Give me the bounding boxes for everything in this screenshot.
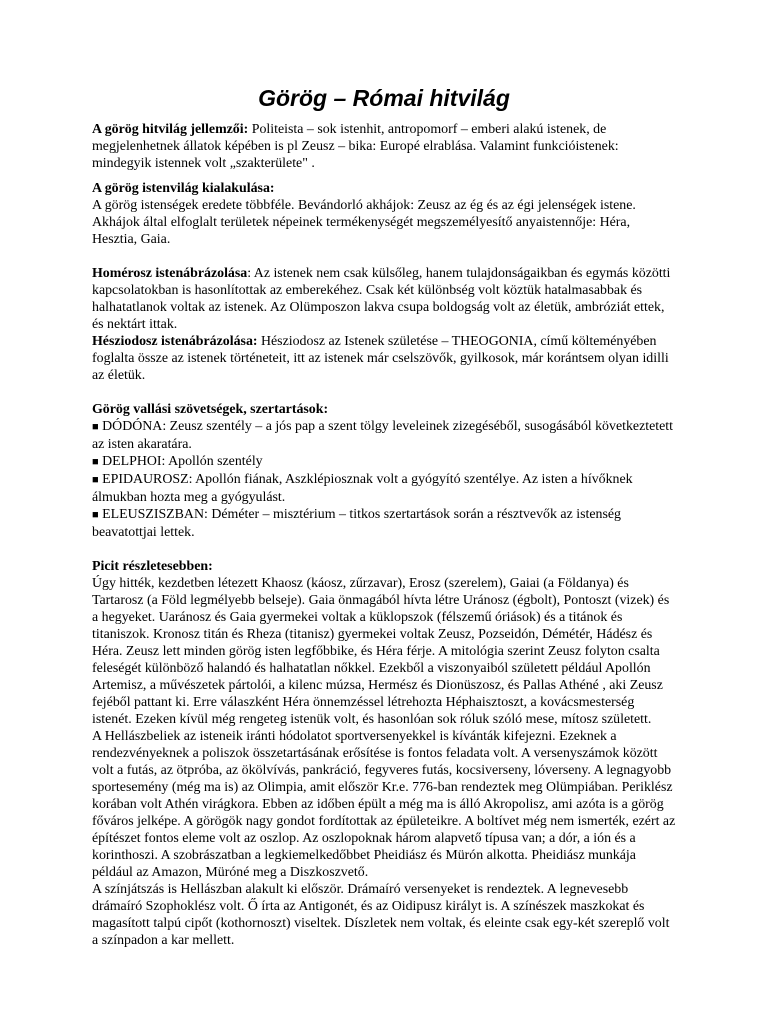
paragraph-characteristics (92, 121, 676, 172)
heading-origins-text: A görög istenvilág kialakulása: (92, 181, 275, 196)
paragraph-origins: A görög istenségek eredete többféle. Bevándorló akhájok: Zeusz az ég és az égi jelenségek istene. Akhájok által elfoglalt területek népeinek termékenységét megszemélyesítő anyaistennője: Héra, Hesztia, Gaia. (92, 198, 636, 247)
square-bullet-icon: ■ (92, 421, 99, 433)
paragraph-hesiod (92, 333, 676, 384)
label-characteristics: A görög hitvilág jellemzői: (92, 122, 249, 137)
text-homer: : Az istenek nem csak külsőleg, hanem tulajdonságaikban és egymás közötti kapcsolatokban is hasonlítottak az emberekéhez. Csak két különbség volt köztük hatalmasabbak és halhatatlanok voltak az istenek. Az Olümposzon lakva csupa boldogság volt az életük, ambróziát ettek, és nektárt ittak. (92, 266, 671, 332)
heading-details (92, 558, 676, 575)
list-item-text: EPIDAUROSZ: Apollón fiának, Aszklépiosznak volt a gyógyító szentélye. Az isten a hívőknek álmukban hozta meg a gyógyulást. (92, 472, 633, 505)
text-characteristics: Politeista – sok istenhit, antropomorf – emberi alakú istenek, de megjelenhetnek állatok képében is pl Zeusz – bika: Europé elrablása. Valamint funkcióistenek: mindegyik istennek volt „szakterülete" . (92, 122, 619, 171)
square-bullet-icon: ■ (92, 474, 99, 486)
list-item-text: DELPHOI: Apollón szentély (98, 454, 263, 469)
list-item (92, 453, 676, 471)
document-body (92, 121, 676, 949)
label-homer: Homérosz istenábrázolása (92, 266, 248, 281)
square-bullet-icon: ■ (92, 456, 99, 468)
list-item (92, 471, 676, 506)
label-hesiod: Hésziodosz istenábrázolása: (92, 334, 258, 349)
paragraph-details-theatre: A színjátszás is Hellászban alakult ki először. Drámaíró versenyeket is rendeztek. A legnevesebb drámaíró Szophoklész volt. Ő írta az Antigonét, és az Oidipusz királyt is. A színészek maszkokat és magasított talpú cipőt (kothornoszt) viseltek. Díszletek nem voltak, és eleinte csak egy-két szereplő volt a színpadon a kar mellett. (92, 882, 670, 948)
list-item-text: ELEUSZISZBAN: Déméter – misztérium – titkos szertartások során a résztvevők az istenség beavatottjai lettek. (92, 507, 621, 540)
text-hesiod: Hésziodosz az Istenek születése – THEOGONIA, című költeményében foglalta össze az istenek történeteit, itt az istenek már cselszövők, gyilkosok, már korántsem olyan idilli az életük. (92, 334, 669, 383)
paragraph-details-myth: Úgy hitték, kezdetben létezett Khaosz (káosz, zűrzavar), Erosz (szerelem), Gaiai (a Földanya) és Tartarosz (a Föld legmélyebb belseje). Gaia önmagából hívta létre Uránosz (égbolt), Pontoszt (vizek) és a hegyeket. Uaránosz és Gaia gyermekei voltak a küklopszok (félszemű óriások) és a titánok és titaniszok. Kronosz titán és Rheza (titanisz) gyermekei voltak Zeusz, Pozseidón, Démétér, Hádész és Héra. Zeusz lett minden görög isten legfőbbike, és Héra férje. A mitológia szerint Zeusz folyton csalta feleségét különböző halandó és halhatatlan nőkkel. Ezekből a viszonyaiból született például Apollón Artemisz, a művészetek pártolói, a kilenc múzsa, Hermész és Dionüszosz, és Pallas Athéné , aki Zeusz fejéből pattant ki. Erre válaszként Héra önnemzéssel létrehozta Héphaisztoszt, a kovácsmesterség istenét. Ezeken kívül még rengeteg istenük volt, és hasonlóan sok róluk szóló mese, mítosz született. (92, 576, 670, 727)
bullet-list (92, 418, 676, 541)
document-title: Görög – Római hitvilág (258, 85, 510, 111)
square-bullet-icon: ■ (92, 509, 99, 521)
paragraph-homer (92, 265, 676, 333)
list-item-text: DÓDÓNA: Zeusz szentély – a jós pap a szent tölgy leveleinek zizegéséből, susogásából következtetett az isten akaratára. (92, 419, 674, 452)
paragraph-details-sport-architecture: A Hellászbeliek az isteneik iránti hódolatot sportversenyekkel is kívánták kifejezni. Ezeknek a rendezvényeknek a poliszok összetartásának erősítése is fontos feladata volt. A versenyszámok között volt a futás, az ötpróba, az ökölvívás, pankráció, fegyveres futás, kocsiverseny, lóverseny. A legnagyobb sportesemény (még ma is) az Olimpia, amit először Kr.e. 776-ban rendeztek meg Olümpiában. Periklész korában volt Athén virágkora. Ebben az időben épült a még ma is álló Akropolisz, ami azóta is a görög főváros jelképe. A görögök nagy gondot fordítottak az épületeikre. A boltívet még nem ismerték, ezért az építészet fontos eleme volt az oszlop. Az oszlopoknak három alapvető típusa van; a dór, a ión és a korinthoszi. A szobrászatban a legkiemelkedőbbet Pheidiász és Mürón alkotta. Pheidiász munkája például az Amazon, Müróné meg a Diszkoszvető. (92, 729, 676, 880)
heading-details-text: Picit részletesebben: (92, 559, 213, 574)
heading-origins (92, 180, 676, 197)
list-item (92, 506, 676, 541)
list-item (92, 418, 676, 453)
heading-alliances (92, 401, 676, 418)
heading-alliances-text: Görög vallási szövetségek, szertartások: (92, 402, 329, 417)
